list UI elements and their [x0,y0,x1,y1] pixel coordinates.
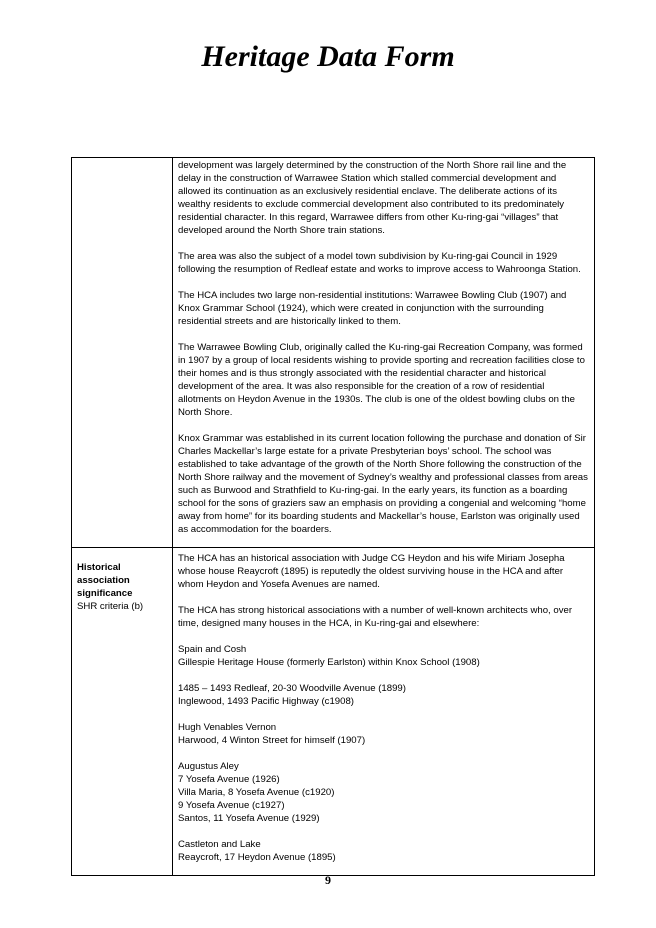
list-item: Gillespie Heritage House (formerly Earlston) within Knox School (1908) [178,657,480,668]
list-item: Hugh Venables Vernon [178,722,277,733]
page-number: 9 [325,873,331,887]
list-item: Reaycroft, 17 Heydon Avenue (1895) [178,852,336,863]
page-title: Heritage Data Form [201,40,455,73]
paragraph: The HCA has an historical association with Judge CG Heydon and his wife Miriam Josepha whose house Reaycroft (1895) is reputedly the oldest surviving house in the HCA and after whom Heydon and Yosefa Avenues are named. [178,553,565,590]
heritage-form-table [71,157,595,876]
list-item: 1485 – 1493 Redleaf, 20-30 Woodville Avenue (1899) [178,683,406,694]
list-item: Augustus Aley [178,761,239,772]
table-row [72,548,595,876]
paragraph: The HCA includes two large non-residential institutions: Warrawee Bowling Club (1907) and Knox Grammar School (1924), which were created in conjunction with the surrounding residential streets and are historically linked to them. [178,290,567,327]
row-content-cell [173,158,595,548]
row-label-title: Historical association significance [77,562,133,599]
list-item: Castleton and Lake [178,839,261,850]
list-group [178,682,590,708]
list-item: 7 Yosefa Avenue (1926) [178,774,280,785]
list-group [178,721,590,747]
paragraph: The area was also the subject of a model town subdivision by Ku-ring-gai Council in 1929 following the resumption of Redleaf estate and works to improve access to Wahroonga Station. [178,251,581,275]
list-item: Santos, 11 Yosefa Avenue (1929) [178,813,320,824]
row-content-cell [173,548,595,876]
list-item: Spain and Cosh [178,644,247,655]
table-row [72,158,595,548]
list-item: Inglewood, 1493 Pacific Highway (c1908) [178,696,354,707]
list-group [178,838,590,864]
paragraph: development was largely determined by the construction of the North Shore rail line and the delay in the construction of Warrawee Station which stalled commercial development and allowed its continuation as an exclusively residential enclave. The deliberate actions of its wealthy residents to exclude commercial development also contributed to its predominately residential character. In this regard, Warrawee differs from other Ku-ring-gai “villages” that developed around the North Shore train stations. [178,160,567,236]
list-item: 9 Yosefa Avenue (c1927) [178,800,285,811]
paragraph: Knox Grammar was established in its current location following the purchase and donation of Sir Charles Mackellar’s large estate for a private Presbyterian boys’ school. The school was established to take advantage of the growth of the North Shore following the construction of the North Shore railway and the movement of Sydney’s wealthy and professional classes from areas such as Burwood and Strathfield to Ku-ring-gai. In the early years, its function as a boarding school for the sons of graziers saw an emphasis on providing a congenial and welcoming “home away from home” for its boarding students and Mackellar’s house, Earlston was originally used as accommodation for the boarders. [178,433,588,535]
list-item: Harwood, 4 Winton Street for himself (1907) [178,735,366,746]
list-item: Villa Maria, 8 Yosefa Avenue (c1920) [178,787,335,798]
row-label-criteria: SHR criteria (b) [77,601,144,612]
row-label-cell [72,548,173,876]
list-group [178,760,590,825]
paragraph: The Warrawee Bowling Club, originally called the Ku-ring-gai Recreation Company, was formed in 1907 by a group of local residents wishing to provide sporting and recreation facilities close to their homes and is thus strongly associated with the residential character and historical development of the area. It was also responsible for the creation of a row of residential allotments on Heydon Avenue in the 1930s. The club is one of the oldest bowling clubs on the North Shore. [178,342,585,418]
row-label-cell [72,158,173,548]
list-group [178,643,590,669]
paragraph: The HCA has strong historical associations with a number of well-known architects who, over time, designed many houses in the HCA, in Ku-ring-gai and elsewhere: [178,605,573,629]
